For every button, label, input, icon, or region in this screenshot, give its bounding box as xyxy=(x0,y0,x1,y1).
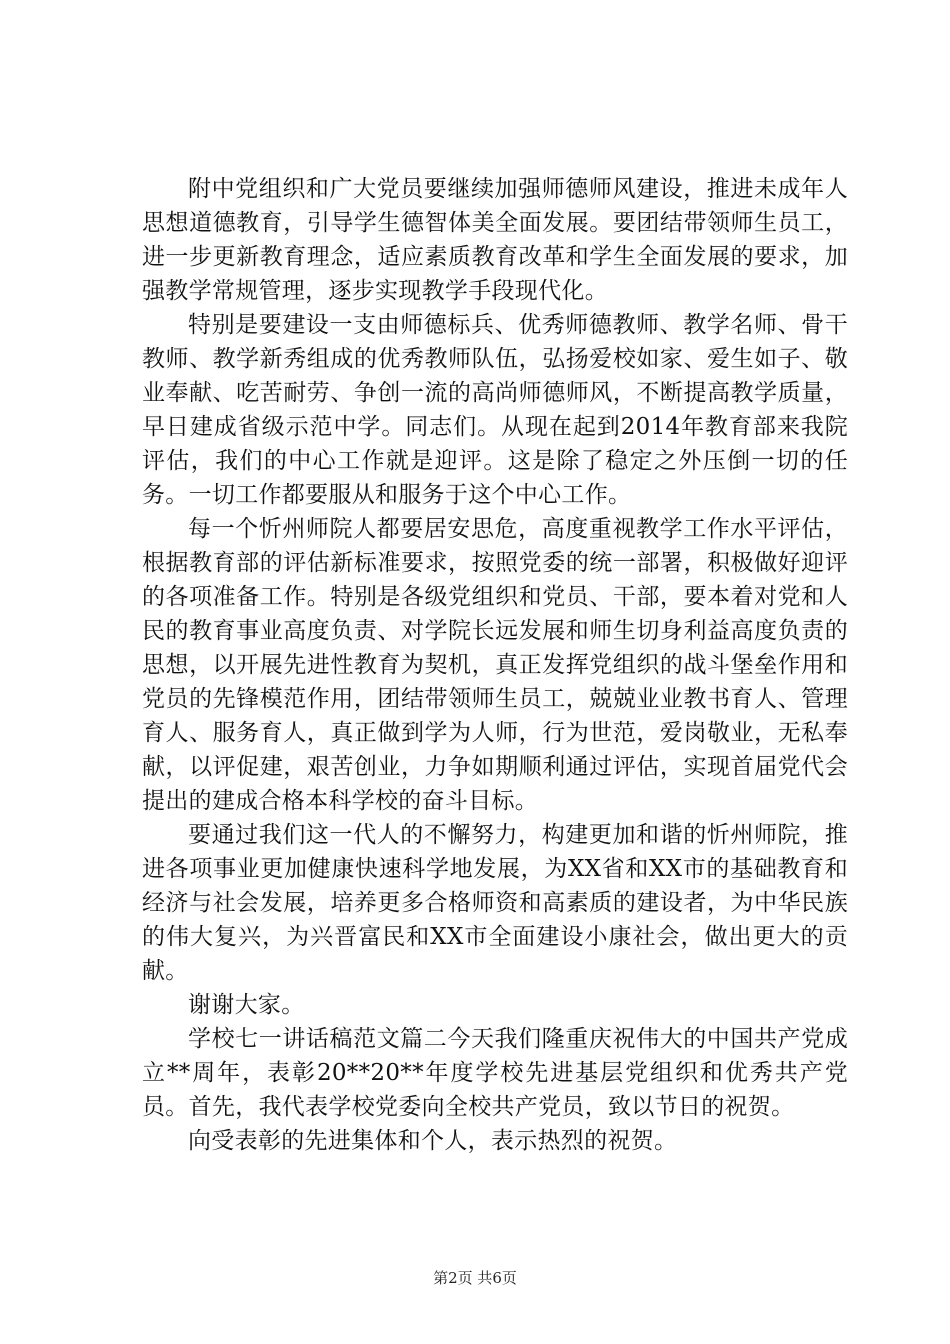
document-body xyxy=(142,172,848,1158)
paragraph-3: 每一个忻州师院人都要居安思危，高度重视教学工作水平评估，根据教育部的评估新标准要求，按照党委的统一部署，积极做好迎评的各项准备工作。特别是各级党组织和党员、干部，要本着对党和人民的教育事业高度负责、对学院长远发展和师生切身利益高度负责的思想，以开展先进性教育为契机，真正发挥党组织的战斗堡垒作用和党员的先锋模范作用，团结带领师生员工，兢兢业业教书育人、管理育人、服务育人，真正做到学为人师，行为世范，爱岗敬业，无私奉献，以评促建，艰苦创业，力争如期顺利通过评估，实现首届党代会提出的建成合格本科学校的奋斗目标。 xyxy=(142,516,848,814)
paragraph-4: 要通过我们这一代人的不懈努力，构建更加和谐的忻州师院，推进各项事业更加健康快速科学地发展，为XX省和XX市的基础教育和经济与社会发展，培养更多合格师资和高素质的建设者，为中华民族的伟大复兴，为兴晋富民和XX市全面建设小康社会，做出更大的贡献。 xyxy=(142,822,848,984)
paragraph-1: 附中党组织和广大党员要继续加强师德师风建设，推进未成年人思想道德教育，引导学生德智体美全面发展。要团结带领师生员工，进一步更新教育理念，适应素质教育改革和学生全面发展的要求，加强教学常规管理，逐步实现教学手段现代化。 xyxy=(142,176,848,304)
paragraph-6: 学校七一讲话稿范文篇二今天我们隆重庆祝伟大的中国共产党成立**周年，表彰20**20**年度学校先进基层党组织和优秀共产党员。首先，我代表学校党委向全校共产党员，致以节日的祝贺。 xyxy=(142,1026,848,1120)
page-footer xyxy=(0,1268,950,1288)
paragraph-7: 向受表彰的先进集体和个人，表示热烈的祝贺。 xyxy=(188,1128,678,1154)
page-number-label: 第2页 共6页 xyxy=(433,1269,517,1287)
paragraph-5: 谢谢大家。 xyxy=(188,992,305,1018)
paragraph-2: 特别是要建设一支由师德标兵、优秀师德教师、教学名师、骨干教师、教学新秀组成的优秀教师队伍，弘扬爱校如家、爱生如子、敬业奉献、吃苦耐劳、争创一流的高尚师德师风，不断提高教学质量，早日建成省级示范中学。同志们。从现在起到2014年教育部来我院评估，我们的中心工作就是迎评。这是除了稳定之外压倒一切的任务。一切工作都要服从和服务于这个中心工作。 xyxy=(142,312,848,508)
